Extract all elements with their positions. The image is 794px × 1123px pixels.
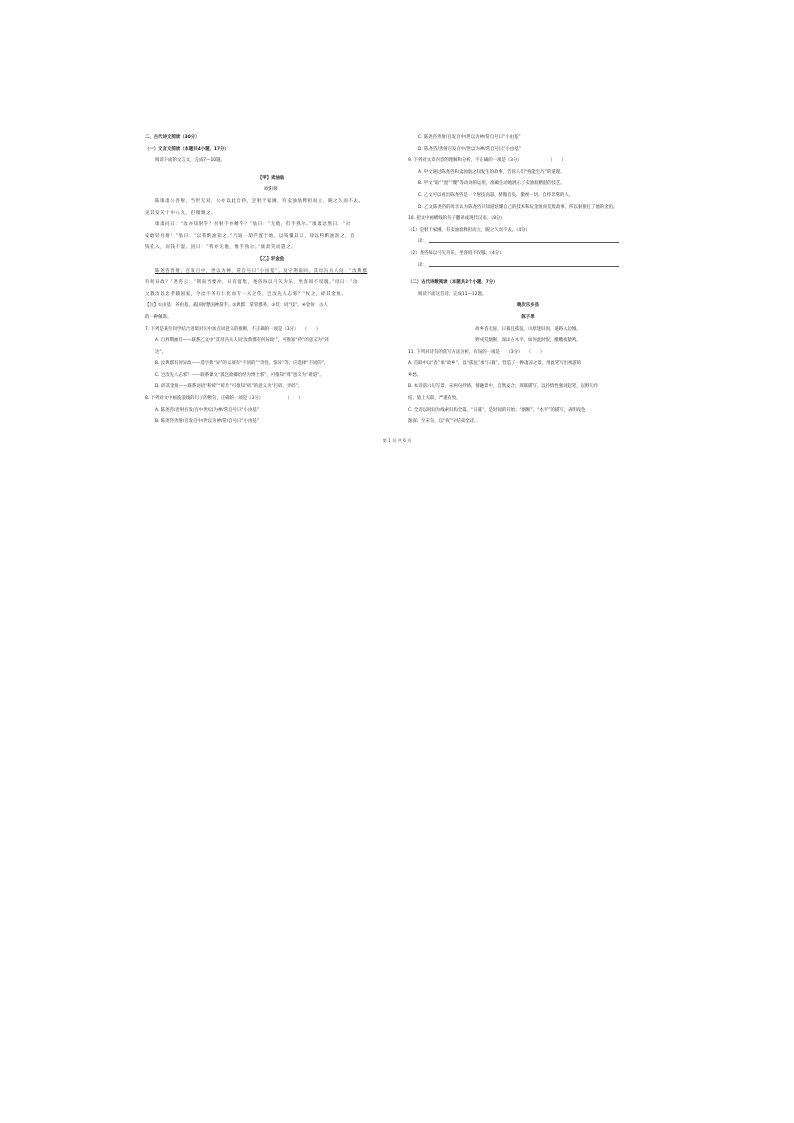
poem-line: 故乡杳无际，日暮且孤征。川原迷旧国，道路入边城。 xyxy=(475,326,581,332)
question-10-stem: 10. 把文中画横线的句子翻译成现代汉语。（8分） xyxy=(408,216,505,222)
poem-title: 晚次乐乡县 xyxy=(517,303,539,309)
question-11-option: B. 本诗前六句写景，末两句抒情，情融景中，自然妥合；颈联描写，以抒情性强词起笔，以野句作 xyxy=(408,384,599,390)
annotation-note-cont: 的一种佩饰。 xyxy=(145,314,172,320)
text-a-line: 见其发矢十中八九，但微颔之。 xyxy=(145,210,217,216)
question-10-item-2: （2）尧咨每以弓矢为乐，坐客罔不叹服。（4分） xyxy=(408,250,504,256)
question-9-option: D. 乙文陈尧咨的母亲认为陈尧咨只知道炫耀自己的技术和玩金鱼而荒废政事，所以狠狠打了他的金鱼。 xyxy=(418,204,618,210)
poem-line: 野戍荒烟断，深山古木平。如何此时恨，噭噭夜猿鸣。 xyxy=(475,338,581,344)
left-column xyxy=(145,132,397,428)
text-a-line: 安敢轻吾射！”翁曰：“以我酌油知之。”乃取一葫芦置于地，以钱覆其口，徐以杓酌油沥之，自 xyxy=(145,233,356,239)
question-10-item-1: （1）尝射于家圃，有卖油翁释担而立，睨之久而不去。（4分） xyxy=(408,227,530,233)
question-7-stem: 7. 下列是某位同学结合语境对句中加点词意义的推断，不正确的一项是（3分） （ ） xyxy=(145,326,321,332)
answer-blank[interactable] xyxy=(429,262,619,267)
text-a-author: 欧阳修 xyxy=(264,187,278,193)
question-7-option: 达”。 xyxy=(155,349,167,355)
text-b-body xyxy=(145,266,397,301)
question-9-option: B. 甲文“取”“置”“覆”等动词的运用，准确生动地展示了卖油翁精湛的技艺。 xyxy=(418,181,565,187)
text-a-line: 康肃问曰：“汝亦知射乎？吾射不亦精乎？”翁曰：“无他，但手熟尔。”康肃忿然曰：“尔 xyxy=(155,222,351,228)
question-11-option: 渐深；至末句，以“夜”字结束全诗。 xyxy=(408,419,479,425)
instruction: 阅读下面的文言文，完成7—10题。 xyxy=(155,158,225,164)
question-9-option: C. 乙文可以看出陈尧咨是一个射技高超、骄傲自负、傲视一切、自恃非常的人。 xyxy=(418,192,574,198)
question-8-option: C. 陈尧咨善射/百发百中/世以为神/常自号曰“小由基” xyxy=(418,135,521,140)
poem-author: 陈子昂 xyxy=(521,314,535,320)
question-8-option: B. 陈尧咨善射/百发百中/世以为神/常/自号曰“小由基” xyxy=(155,419,260,425)
text-b-line: 父教汝以忠孝辅国家，今汝不务行仁化而专一夫之伎，岂汝先人志邪？”杖之，碎其金鱼。 xyxy=(145,291,347,297)
question-8-option: D. 陈尧咨/善射百发百中/世以为神/常自号曰“小由基” xyxy=(418,146,521,152)
section-title: 二、古代诗文阅读（30分） xyxy=(145,135,200,140)
answer-line-2[interactable]: 译： xyxy=(408,260,648,272)
question-7-option: A. 自矜期画目——联系乙文中“其母冯夫人问‘汝典郡有何异政’”，可推知“矜”的意义为“到 xyxy=(155,338,329,344)
text-a-body xyxy=(145,196,397,254)
answer-line-1[interactable]: 译： xyxy=(408,236,648,248)
question-7-option: C. 岂汝先人志邪？——联系课文“孤岂欲卿治经为博士邪”，可推知“邪”意义为“难道”。 xyxy=(155,372,324,378)
annotation-note: 【注】①由基：养由基，战国时楚国神箭手。②典郡：掌管郡务。③伎：同“技”。④金鱼：古人 xyxy=(145,303,328,309)
sub-title: （一）文言文阅读（本题共4小题，17分） xyxy=(145,146,229,152)
question-11-option: A. 首联中以“杳”承“故乡”，以“孤征”承“日暮”，营造了一种凄凉之景，用此笔写出视游的 xyxy=(408,361,582,367)
question-8-option: A. 陈尧咨/善射百发/百中世/以为神/常自号曰“小由基” xyxy=(155,407,259,413)
poem-instruction: 阅读下面这首诗，完成11—12题。 xyxy=(418,291,487,297)
text-b-line: 陈尧咨善射，百发百中，世以为神，常自号曰“小由基”。及守荆南回，其母冯夫人问：“汝典郡 xyxy=(155,268,368,274)
question-7-option: B. 汝典郡有何异政——选字典“异”的义项有“不同的”“奇怪，惊异”等，应选择“不同的”。 xyxy=(155,361,329,367)
text-b-line: 有何异政？”尧咨云：“荆南当要冲，日有宴集，尧咨每以弓矢为乐，坐客罔不叹服。”母曰：“汝 xyxy=(145,280,359,286)
answer-blank[interactable] xyxy=(429,238,619,243)
page-footer: 第 1 页 共 6 页 xyxy=(382,438,412,443)
poem-sub-title: （二）古代诗歌阅读（本题共2个小题，7分） xyxy=(408,280,498,286)
question-7-option: D. 碎其金鱼——联系词语“粉碎”“碎片”可推知“碎”的意义为“打碎，弄碎”。 xyxy=(155,384,303,390)
right-column xyxy=(408,132,648,428)
question-11-option: 结，旅上夫联，严谨有致。 xyxy=(408,396,461,402)
question-9-stem: 9. 下列对文章内容的理解和分析，不正确的一项是（3分） （ ） xyxy=(408,158,566,164)
question-11-stem: 11. 下列对诗句的赏写方法分析，有误的一项是 （3分） （ ） xyxy=(408,349,545,355)
text-a-line: 钱孔入，而钱不湿。因曰：“我亦无他，惟手熟尔。”康肃笑而遣之。 xyxy=(145,245,297,251)
text-b-title: 【乙】轩金鱼 xyxy=(257,256,285,262)
text-a-title: 【甲】卖油翁 xyxy=(257,175,285,181)
question-8-stem: 8. 下列对文中画波浪线的句子的断句，正确的一项是（3分） （ ） xyxy=(145,396,303,402)
question-11-option: 乡愁。 xyxy=(408,372,422,378)
question-9-option: A. 甲文通过陈尧咨和卖油翁之间发生的故事，告诉人们“熟能生巧”的道理。 xyxy=(418,169,565,175)
question-11-option: C. 全诗以时间为线索归构全篇。“日暮”，是时间的开始；“烟断”、“木平”的描写，表明夜色 xyxy=(408,407,586,413)
text-a-line: 陈康肃公善射，当世无双，公亦以此自矜。尝射于家圃，有卖油翁释担而立，睨之久而不去。 xyxy=(155,198,364,204)
